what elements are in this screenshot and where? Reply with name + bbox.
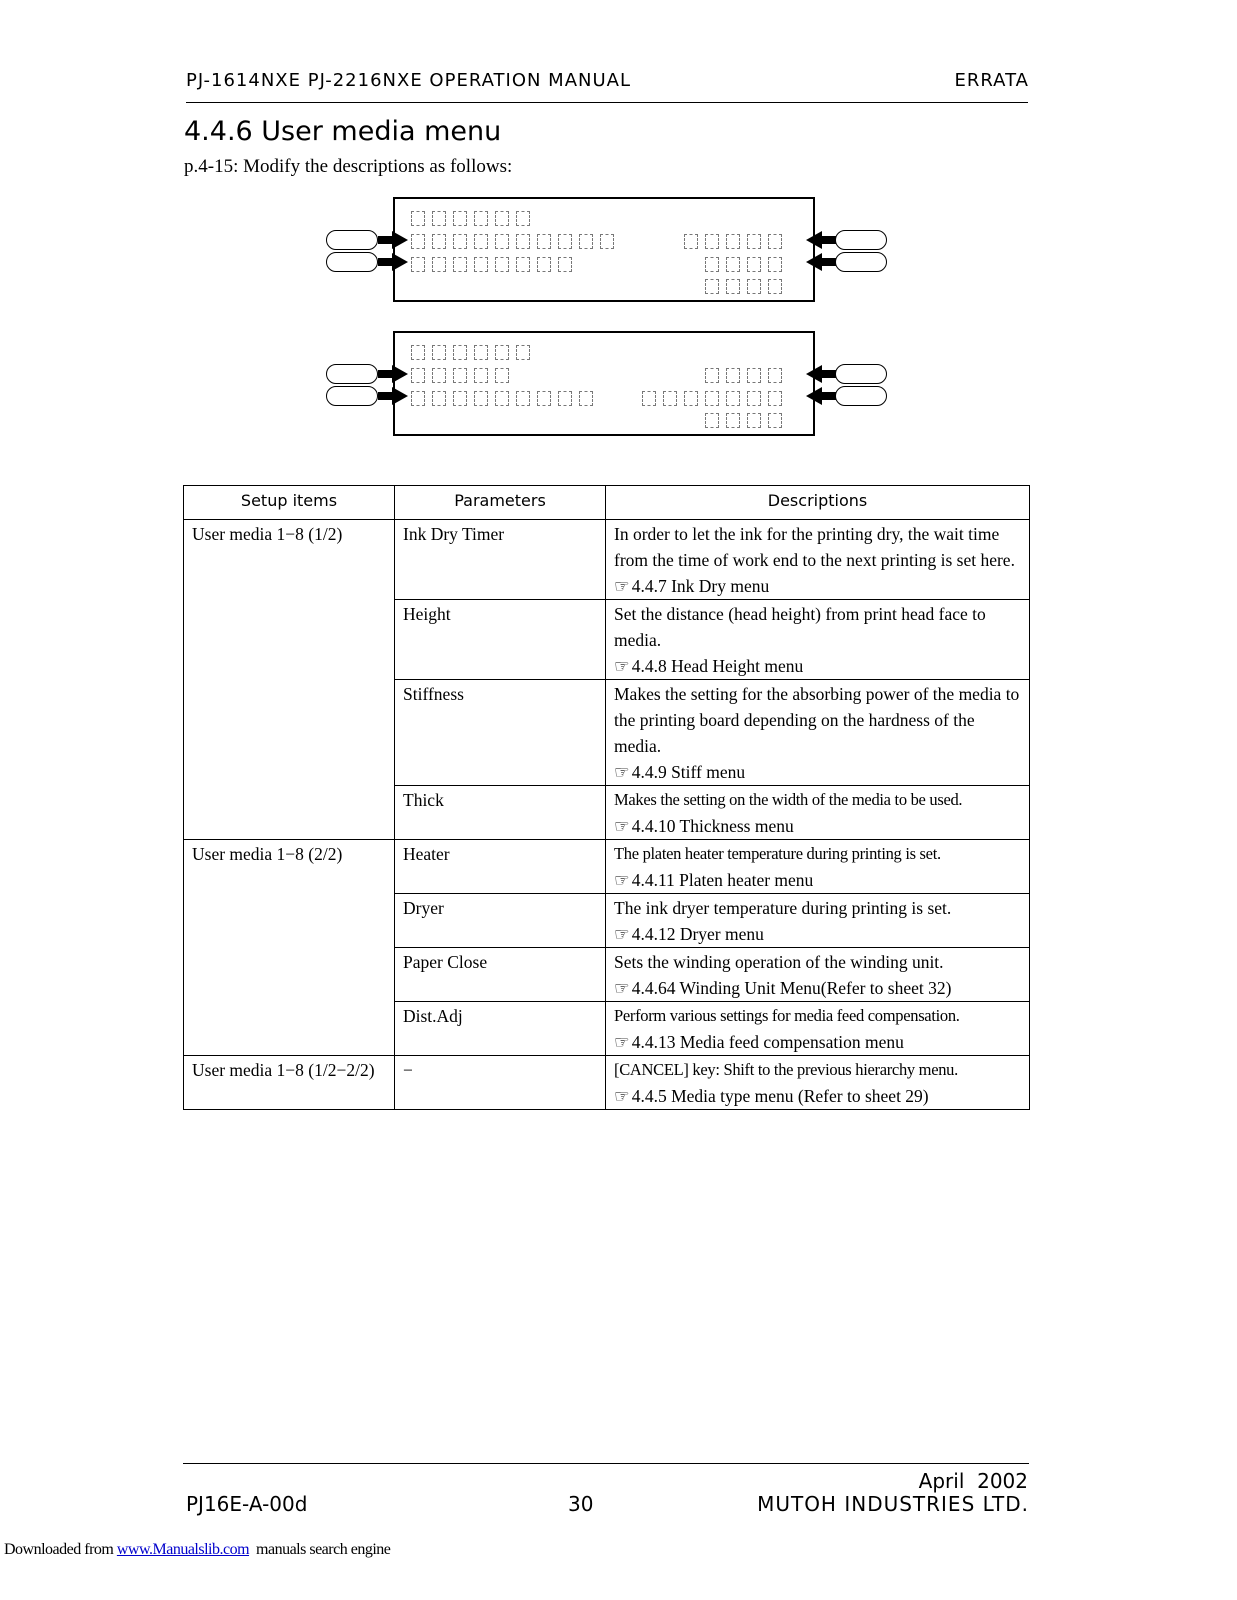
- description-cell: [606, 600, 1030, 680]
- reference-link: ☞ 4.4.11 Platen heater menu: [614, 867, 1021, 893]
- description-text: [CANCEL] key: Shift to the previous hierarchy menu.: [614, 1060, 958, 1079]
- table-row: [184, 520, 1030, 600]
- column-header: Parameters: [395, 486, 606, 520]
- parameter-cell: Heater: [395, 840, 606, 894]
- reference-link: ☞ 4.4.13 Media feed compensation menu: [614, 1029, 1021, 1055]
- arrow-left-icon: [806, 387, 836, 405]
- description-cell: [606, 1002, 1030, 1056]
- reference-link: ☞ 4.4.12 Dryer menu: [614, 921, 1021, 947]
- parameter-cell: Dist.Adj: [395, 1002, 606, 1056]
- download-prefix: Downloaded from: [4, 1541, 117, 1558]
- parameter-cell: Dryer: [395, 894, 606, 948]
- parameter-cell: Height: [395, 600, 606, 680]
- description-cell: [606, 1056, 1030, 1110]
- description-cell: [606, 680, 1030, 786]
- description-text: Set the distance (head height) from print head face to media.: [614, 604, 986, 650]
- description-cell: [606, 520, 1030, 600]
- description-text: Perform various settings for media feed compensation.: [614, 1006, 960, 1025]
- description-text: The platen heater temperature during printing is set.: [614, 844, 941, 863]
- section-title: 4.4.6 User media menu: [184, 116, 502, 147]
- parameter-cell: Stiffness: [395, 680, 606, 786]
- manualslib-link[interactable]: www.Manualslib.com: [116, 1541, 250, 1558]
- reference-link: ☞ 4.4.8 Head Height menu: [614, 653, 1021, 679]
- description-text: Makes the setting for the absorbing power of the media to the printing board depending on the hardness of the media.: [614, 684, 1020, 756]
- section-intro: p.4-15: Modify the descriptions as follows:: [184, 156, 513, 177]
- footer-date: April 2002: [918, 1469, 1028, 1493]
- arrow-left-icon: [806, 365, 836, 383]
- user-media-table: [183, 485, 1030, 1110]
- description-text: In order to let the ink for the printing dry, the wait time from the time of work end to the next printing is set here.: [614, 524, 1015, 570]
- reference-link: ☞ 4.4.10 Thickness menu: [614, 813, 1021, 839]
- footer-company: MUTOH INDUSTRIES LTD.: [757, 1492, 1029, 1516]
- lcd-arrows-page-2: [0, 0, 1237, 450]
- download-banner: [4, 1541, 390, 1559]
- description-cell: [606, 894, 1030, 948]
- running-header-label: ERRATA: [954, 70, 1029, 91]
- description-cell: [606, 948, 1030, 1002]
- parameter-cell: Ink Dry Timer: [395, 520, 606, 600]
- setup-item-cell: User media 1−8 (1/2−2/2): [184, 1056, 395, 1110]
- reference-link: ☞ 4.4.5 Media type menu (Refer to sheet 29): [614, 1083, 1021, 1109]
- reference-link: ☞ 4.4.9 Stiff menu: [614, 759, 1021, 785]
- description-text: The ink dryer temperature during printing is set.: [614, 898, 952, 918]
- reference-link: ☞ 4.4.7 Ink Dry menu: [614, 573, 1021, 599]
- parameter-cell: Thick: [395, 786, 606, 840]
- running-header-title: PJ-1614NXE PJ-2216NXE OPERATION MANUAL: [186, 70, 632, 91]
- parameter-cell: −: [395, 1056, 606, 1110]
- column-header: Setup items: [184, 486, 395, 520]
- setup-item-cell: User media 1−8 (1/2): [184, 520, 395, 840]
- page-number: 30: [568, 1492, 594, 1516]
- column-header: Descriptions: [606, 486, 1030, 520]
- parameter-cell: Paper Close: [395, 948, 606, 1002]
- table-row: [184, 1056, 1030, 1110]
- arrow-right-icon: [378, 387, 408, 405]
- description-text: Sets the winding operation of the winding unit.: [614, 952, 944, 972]
- arrow-right-icon: [378, 365, 408, 383]
- reference-link: ☞ 4.4.64 Winding Unit Menu(Refer to sheet 32): [614, 975, 1021, 1001]
- footer-doc-code: PJ16E-A-00d: [186, 1492, 308, 1516]
- setup-item-cell: User media 1−8 (2/2): [184, 840, 395, 1056]
- footer-rule: [183, 1463, 1029, 1464]
- description-cell: [606, 786, 1030, 840]
- description-text: Makes the setting on the width of the media to be used.: [614, 790, 963, 809]
- download-suffix: manuals search engine: [249, 1541, 391, 1558]
- description-cell: [606, 840, 1030, 894]
- table-header-row: [184, 486, 1030, 520]
- table-row: [184, 840, 1030, 894]
